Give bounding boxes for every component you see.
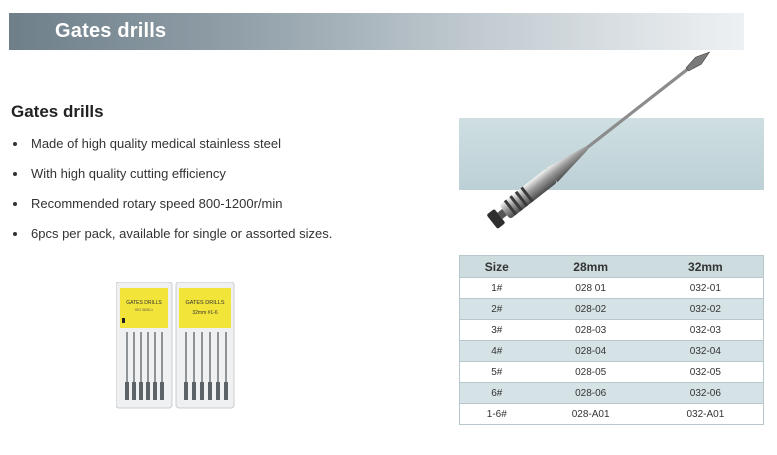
banner-title: Gates drills bbox=[55, 20, 167, 42]
section-title: Gates drills bbox=[11, 102, 104, 121]
table-cell: 6# bbox=[460, 383, 534, 404]
table-header-row bbox=[460, 256, 764, 278]
table-cell: 032-A01 bbox=[648, 404, 764, 425]
table-row bbox=[460, 341, 764, 362]
bullet-icon bbox=[13, 202, 17, 206]
table-cell: 1# bbox=[460, 278, 534, 299]
bullet-icon bbox=[13, 172, 17, 176]
table-cell: 4# bbox=[460, 341, 534, 362]
column-header-size: Size bbox=[460, 256, 534, 278]
feature-text: Recommended rotary speed 800-1200r/min bbox=[31, 196, 283, 211]
table-cell: 032-04 bbox=[648, 341, 764, 362]
size-spec-table bbox=[459, 255, 764, 425]
table-cell: 032-01 bbox=[648, 278, 764, 299]
package-label-left-title: GATES DRILLS bbox=[126, 300, 162, 306]
table-cell: 5# bbox=[460, 362, 534, 383]
table-row bbox=[460, 278, 764, 299]
bullet-icon bbox=[13, 232, 17, 236]
table-row bbox=[460, 320, 764, 341]
table-cell: 028-05 bbox=[534, 362, 648, 383]
table-cell: 2# bbox=[460, 299, 534, 320]
column-header-28mm: 28mm bbox=[534, 256, 648, 278]
table-cell: 028-04 bbox=[534, 341, 648, 362]
gates-drill-image bbox=[470, 34, 740, 234]
feature-item bbox=[11, 166, 332, 196]
table-row bbox=[460, 299, 764, 320]
feature-list bbox=[11, 136, 332, 256]
table-cell: 3# bbox=[460, 320, 534, 341]
bullet-icon bbox=[13, 142, 17, 146]
table-cell: 028 01 bbox=[534, 278, 648, 299]
table-cell: 032-06 bbox=[648, 383, 764, 404]
feature-text: With high quality cutting efficiency bbox=[31, 166, 226, 181]
table-cell: 032-02 bbox=[648, 299, 764, 320]
table-row bbox=[460, 404, 764, 425]
drill-package-image bbox=[116, 282, 238, 410]
table-cell: 032-05 bbox=[648, 362, 764, 383]
feature-text: 6pcs per pack, available for single or assorted sizes. bbox=[31, 226, 333, 241]
table-cell: 032-03 bbox=[648, 320, 764, 341]
table-row bbox=[460, 383, 764, 404]
table-cell: 028-A01 bbox=[534, 404, 648, 425]
table-cell: 028-06 bbox=[534, 383, 648, 404]
feature-item bbox=[11, 196, 332, 226]
feature-item bbox=[11, 136, 332, 166]
package-label-right-title: GATES DRILLS bbox=[185, 300, 225, 306]
package-label-left-sub: ISO 3630-1 bbox=[135, 308, 153, 312]
feature-text: Made of high quality medical stainless steel bbox=[31, 136, 282, 151]
table-cell: 028-03 bbox=[534, 320, 648, 341]
column-header-32mm: 32mm bbox=[648, 256, 764, 278]
table-cell: 028-02 bbox=[534, 299, 648, 320]
feature-item bbox=[11, 226, 332, 256]
table-row bbox=[460, 362, 764, 383]
package-label-right-sub: 32mm #1-6 bbox=[192, 310, 218, 316]
table-cell: 1-6# bbox=[460, 404, 534, 425]
